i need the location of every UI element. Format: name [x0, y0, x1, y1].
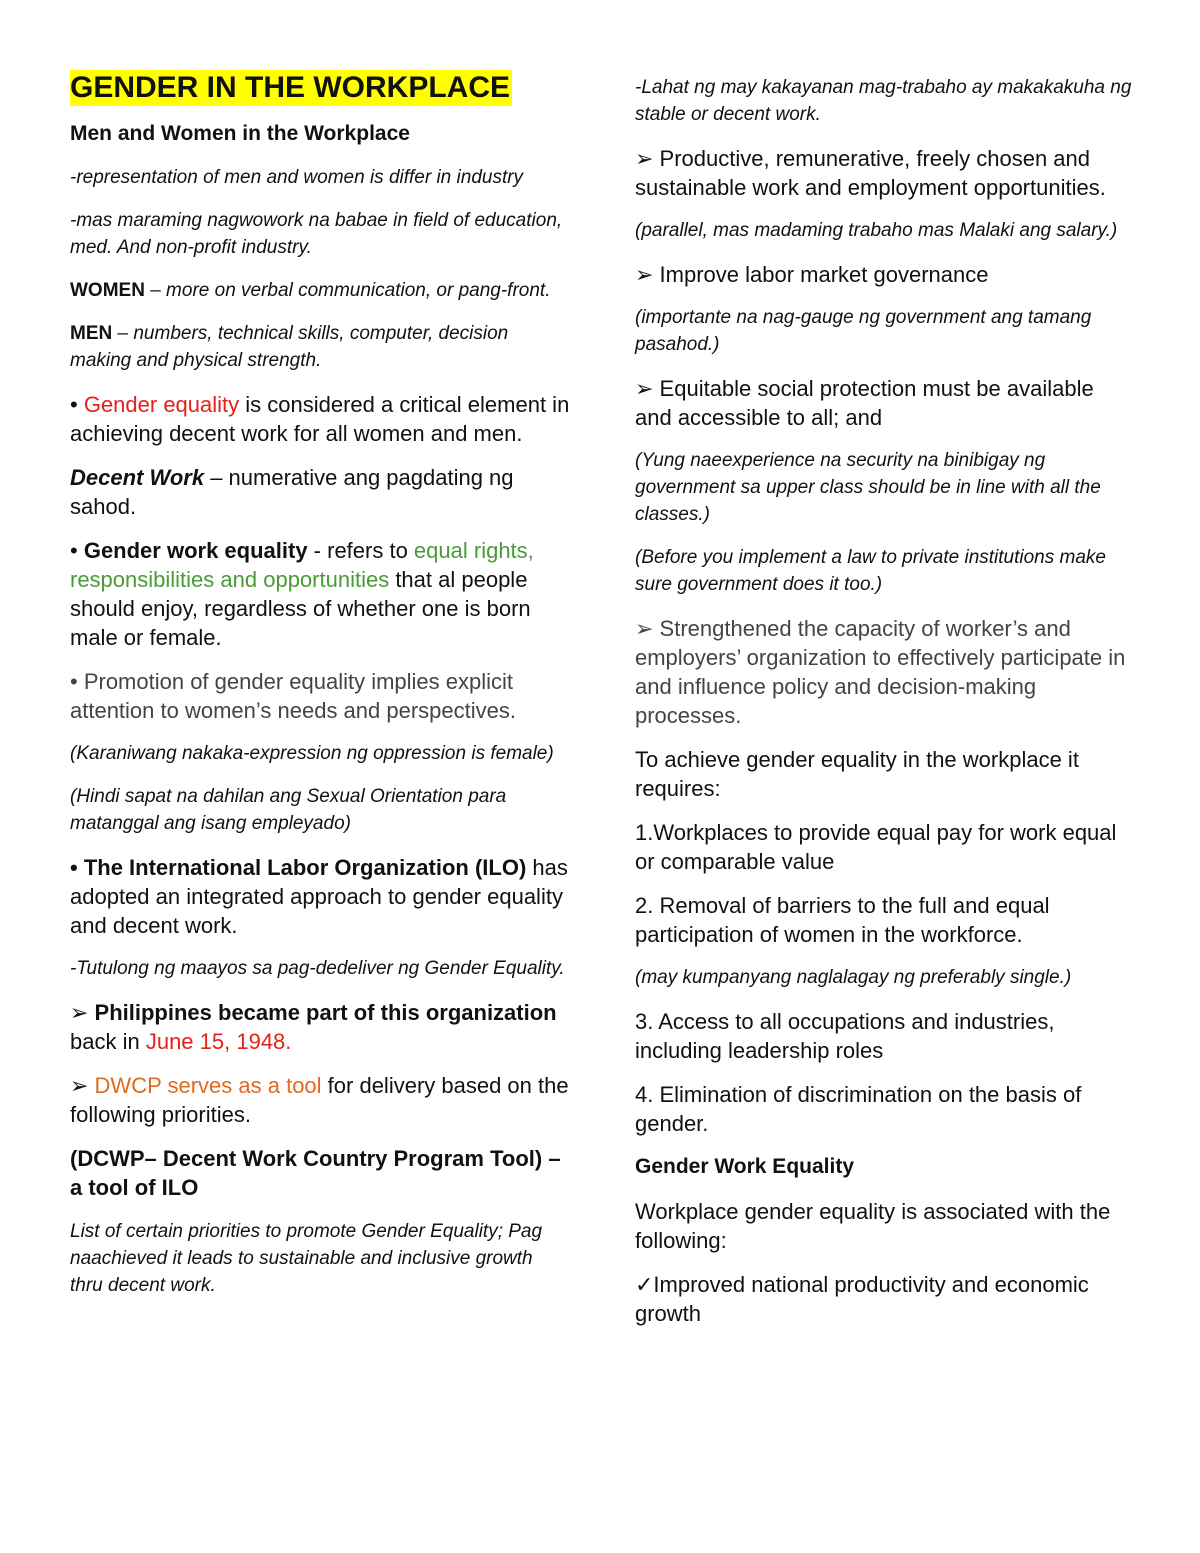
- bullet-gender-equality: [70, 390, 570, 448]
- philippines-text: back in: [70, 1029, 146, 1054]
- section-subtitle: Men and Women in the Workplace: [70, 122, 410, 145]
- arrow-icon: ➢: [70, 1073, 95, 1098]
- paragraph-nagwowork: -mas maraming nagwowork na babae in field of education, med. And non-profit industry.: [70, 210, 563, 258]
- list-item-1: 1.Workplaces to provide equal pay for work equal or comparable value: [635, 820, 1117, 874]
- date-highlight: June 15, 1948.: [145, 1029, 292, 1054]
- paragraph-decent-work: [70, 463, 570, 521]
- arrow-labor-market: ➢ Improve labor market governance: [635, 262, 989, 287]
- note-parallel: (parallel, mas madaming trabaho mas Malaki ang salary.): [635, 220, 1118, 241]
- bullet-mark: •: [70, 392, 84, 417]
- note-oppression: (Karaniwang nakaka-expression ng oppression is female): [70, 743, 554, 764]
- decent-work-label: Decent Work: [70, 465, 205, 490]
- note-tutulong: -Tutulong ng maayos sa pag-dedeliver ng Gender Equality.: [70, 958, 565, 979]
- bullet-ilo: [70, 853, 570, 940]
- note-kumpanya: (may kumpanyang naglalagay ng preferably single.): [635, 967, 1072, 988]
- paragraph-men: [70, 320, 570, 374]
- paragraph-associated: Workplace gender equality is associated with the following:: [635, 1199, 1111, 1253]
- men-label: MEN: [70, 323, 113, 344]
- note-implement-law: (Before you implement a law to private institutions make sure government does it too.): [635, 547, 1106, 595]
- right-column: [635, 74, 1135, 1343]
- gender-work-equality-label: Gender work equality: [83, 538, 308, 563]
- check-item-productivity: ✓Improved national productivity and economic growth: [635, 1272, 1089, 1326]
- note-security: (Yung naeexperience na security na binibigay ng government sa upper class should be in line with all the classes.): [635, 450, 1101, 525]
- paragraph-women: [70, 277, 570, 304]
- dwcp-highlight: DWCP serves as a tool: [94, 1073, 322, 1098]
- list-item-3: 3. Access to all occupations and industries, including leadership roles: [635, 1009, 1055, 1063]
- dcwp-heading: (DCWP– Decent Work Country Program Tool) – a tool of ILO: [70, 1146, 561, 1200]
- bullet-text: is considered a critical element in achieving decent work for all women and men.: [70, 392, 570, 446]
- women-label: WOMEN: [70, 280, 145, 301]
- left-column: [70, 70, 570, 1315]
- section-heading-gender-work-equality: Gender Work Equality: [635, 1155, 854, 1178]
- bullet-promotion: • Promotion of gender equality implies explicit attention to women’s needs and perspectives.: [70, 669, 516, 723]
- arrow-social-protection: ➢ Equitable social protection must be available and accessible to all; and: [635, 376, 1094, 430]
- note-priorities: List of certain priorities to promote Gender Equality; Pag naachieved it leads to sustainable and inclusive growth thru decent work.: [70, 1221, 543, 1296]
- equal-rights-highlight: equal rights, responsibilities and opportunities: [70, 538, 534, 592]
- philippines-label: Philippines became part of this organization: [94, 1000, 557, 1025]
- arrow-strengthened: ➢ Strengthened the capacity of worker’s and employers’ organization to effectively participate in and influence policy and decision-making processes.: [635, 616, 1126, 728]
- arrow-icon: ➢: [70, 1000, 95, 1025]
- arrow-productive: ➢ Productive, remunerative, freely chosen and sustainable work and employment opportunities.: [635, 146, 1106, 200]
- ilo-label: • The International Labor Organization (ILO): [70, 855, 527, 880]
- list-item-4: 4. Elimination of discrimination on the basis of gender.: [635, 1082, 1082, 1136]
- men-text: – numbers, technical skills, computer, decision making and physical strength.: [70, 323, 509, 371]
- paragraph-to-achieve: To achieve gender equality in the workplace it requires:: [635, 747, 1079, 801]
- decent-work-text: – numerative ang pagdating ng sahod.: [70, 465, 514, 519]
- note-importante: (importante na nag-gauge ng government ang tamang pasahod.): [635, 307, 1092, 355]
- dwcp-text: for delivery based on the following priorities.: [70, 1073, 569, 1127]
- paragraph-representation: -representation of men and women is differ in industry: [70, 167, 524, 188]
- bullet-gender-work-equality: [70, 536, 570, 652]
- arrow-dwcp: [70, 1071, 570, 1129]
- note-sexual-orientation: (Hindi sapat na dahilan ang Sexual Orientation para matanggal ang isang empleyado): [70, 786, 507, 834]
- women-text: – more on verbal communication, or pang-front.: [144, 280, 551, 301]
- list-item-2: 2. Removal of barriers to the full and equal participation of women in the workforce.: [635, 893, 1050, 947]
- ilo-text: has adopted an integrated approach to gender equality and decent work.: [70, 855, 568, 938]
- bullet-text: - refers to: [307, 538, 414, 563]
- bullet-text: that al people should enjoy, regardless of whether one is born male or female.: [70, 567, 531, 650]
- note-lahat: -Lahat ng may kakayanan mag-trabaho ay makakakuha ng stable or decent work.: [635, 77, 1132, 125]
- bullet-mark: •: [70, 538, 84, 563]
- page-title: GENDER IN THE WORKPLACE: [70, 71, 511, 104]
- gender-equality-highlight: Gender equality: [83, 392, 240, 417]
- arrow-philippines: [70, 998, 570, 1056]
